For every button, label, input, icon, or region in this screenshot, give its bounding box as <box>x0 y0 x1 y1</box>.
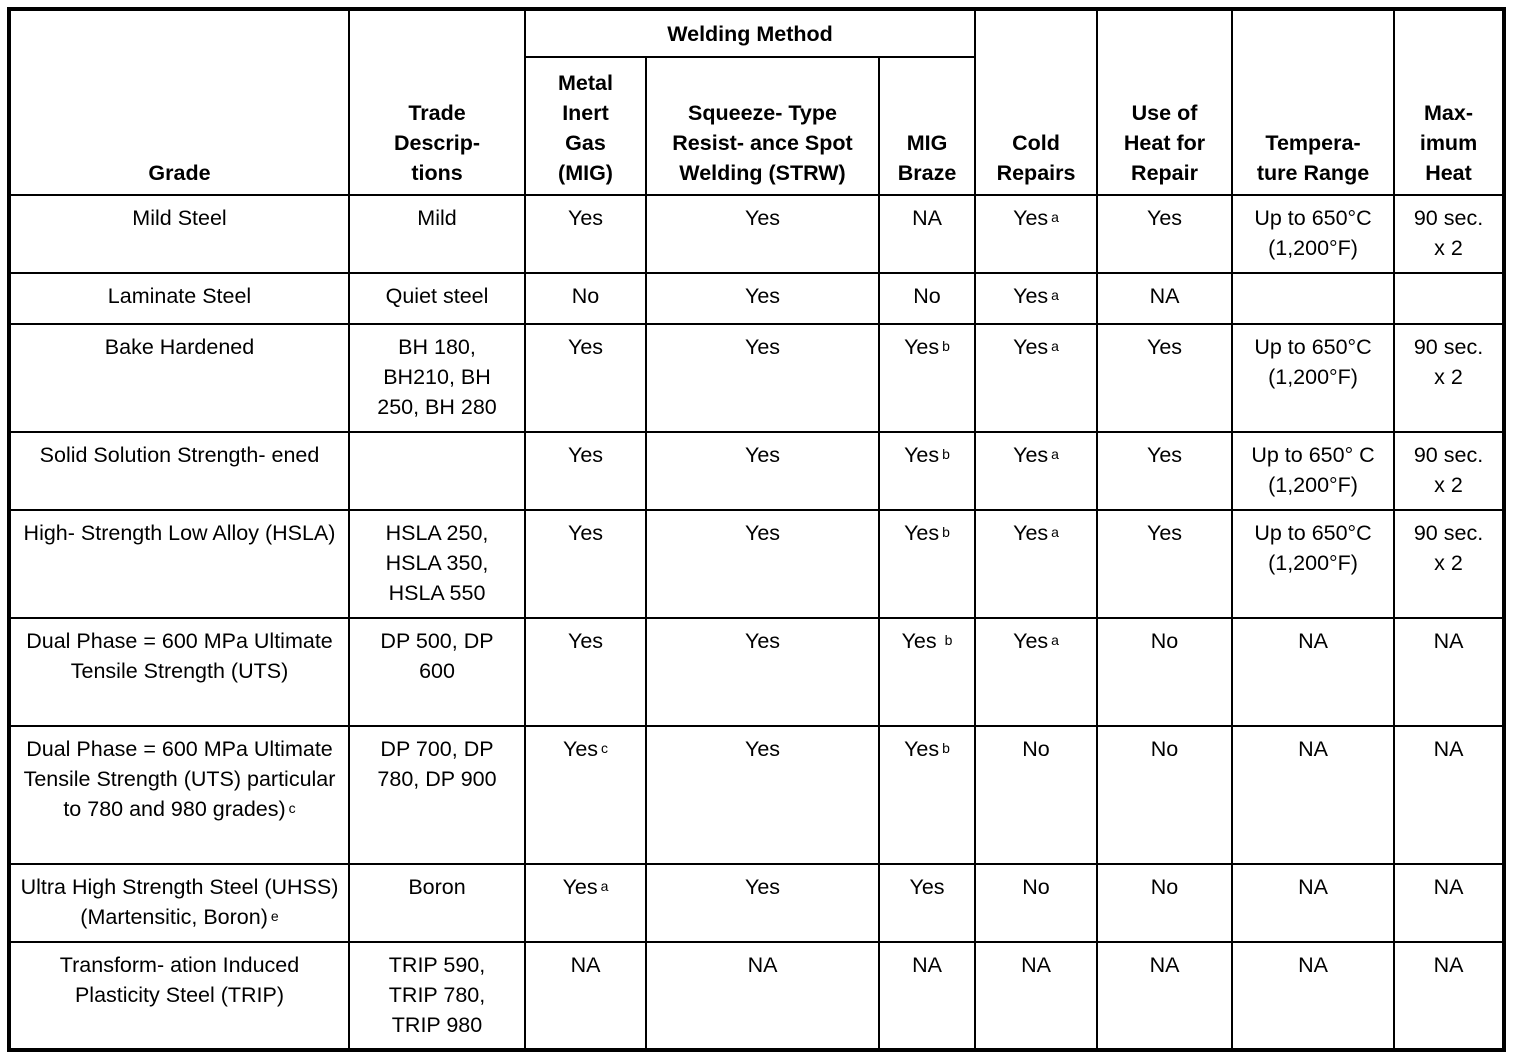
cell-cold-repairs: No <box>975 864 1097 942</box>
cell-use-of-heat: NA <box>1097 942 1232 1050</box>
cell-mig-braze: Yes $^b$ <box>879 618 975 726</box>
cell-strw: Yes <box>646 864 879 942</box>
cell-cold-repairs: Yes $^a$ <box>975 195 1097 273</box>
cell-grade: Bake Hardened <box>9 324 349 432</box>
cell-mig-braze: Yes $^b$ <box>879 510 975 618</box>
cell-maximum-heat <box>1394 273 1504 324</box>
cell-cold-repairs: NA <box>975 942 1097 1050</box>
table-row <box>9 273 1504 324</box>
cell-mig: No <box>525 273 646 324</box>
footnote-marker: a <box>1051 287 1059 303</box>
cell-maximum-heat: 90 sec. x 2 <box>1394 432 1504 510</box>
cell-cold-repairs: Yes $^a$ <box>975 618 1097 726</box>
cell-strw: Yes <box>646 273 879 324</box>
header-use-of-heat: Use of Heat for Repair <box>1097 9 1232 195</box>
table-row <box>9 195 1504 273</box>
cell-grade: Solid Solution Strength- ened <box>9 432 349 510</box>
cell-grade: High- Strength Low Alloy (HSLA) <box>9 510 349 618</box>
cell-mig: Yes $^c$ <box>525 726 646 864</box>
cell-trade-descriptions: Mild <box>349 195 525 273</box>
cell-mig-braze: NA <box>879 195 975 273</box>
table-row <box>9 324 1504 432</box>
header-mig: Metal Inert Gas (MIG) <box>525 57 646 195</box>
footnote-marker: c <box>288 800 296 816</box>
cell-cold-repairs: Yes $^a$ <box>975 432 1097 510</box>
footnote-marker: a <box>1051 446 1059 462</box>
table-row <box>9 864 1504 942</box>
cell-mig: Yes <box>525 432 646 510</box>
header-trade-descriptions: Trade Descrip- tions <box>349 9 525 195</box>
cell-use-of-heat: Yes <box>1097 324 1232 432</box>
cell-trade-descriptions: DP 700, DP 780, DP 900 <box>349 726 525 864</box>
cell-strw: Yes <box>646 510 879 618</box>
header-temperature-range: Tempera- ture Range <box>1232 9 1394 195</box>
cell-trade-descriptions: BH 180, BH210, BH 250, BH 280 <box>349 324 525 432</box>
cell-use-of-heat: No <box>1097 864 1232 942</box>
cell-trade-descriptions: Boron <box>349 864 525 942</box>
cell-strw: Yes <box>646 432 879 510</box>
cell-grade: Dual Phase = 600 MPa Ultimate Tensile Strength (UTS) particular to 780 and 980 grades) $^c$ <box>9 726 349 864</box>
cell-use-of-heat: No <box>1097 618 1232 726</box>
cell-cold-repairs: Yes $^a$ <box>975 510 1097 618</box>
table-row <box>9 510 1504 618</box>
footnote-marker: b <box>942 524 950 540</box>
cell-temperature-range: NA <box>1232 942 1394 1050</box>
footnote-marker: e <box>270 908 279 924</box>
cell-maximum-heat: NA <box>1394 618 1504 726</box>
footnote-marker: b <box>942 338 950 354</box>
cell-mig: Yes <box>525 324 646 432</box>
cell-maximum-heat: 90 sec. x 2 <box>1394 510 1504 618</box>
cell-trade-descriptions: HSLA 250, HSLA 350, HSLA 550 <box>349 510 525 618</box>
table-row <box>9 942 1504 1050</box>
cell-grade: Dual Phase = 600 MPa Ultimate Tensile Strength (UTS) <box>9 618 349 726</box>
cell-use-of-heat: NA <box>1097 273 1232 324</box>
cell-temperature-range: Up to 650°C (1,200°F) <box>1232 510 1394 618</box>
cell-grade: Ultra High Strength Steel (UHSS) (Martensitic, Boron) $^e$ <box>9 864 349 942</box>
cell-temperature-range: Up to 650°C (1,200°F) <box>1232 324 1394 432</box>
header-welding-method: Welding Method <box>525 9 975 57</box>
footnote-marker: a <box>600 878 609 894</box>
welding-methods-table <box>7 7 1506 1052</box>
cell-mig-braze: Yes <box>879 864 975 942</box>
cell-cold-repairs: Yes $^a$ <box>975 324 1097 432</box>
table-row <box>9 432 1504 510</box>
cell-mig: Yes $^a$ <box>525 864 646 942</box>
cell-strw: Yes <box>646 618 879 726</box>
cell-strw: Yes <box>646 726 879 864</box>
footnote-marker: a <box>1051 338 1059 354</box>
cell-maximum-heat: 90 sec. x 2 <box>1394 195 1504 273</box>
cell-mig-braze: Yes $^b$ <box>879 324 975 432</box>
cell-maximum-heat: 90 sec. x 2 <box>1394 324 1504 432</box>
cell-trade-descriptions <box>349 432 525 510</box>
cell-temperature-range: NA <box>1232 726 1394 864</box>
footnote-marker: b <box>944 632 953 648</box>
cell-trade-descriptions: Quiet steel <box>349 273 525 324</box>
table-row <box>9 618 1504 726</box>
cell-mig-braze: NA <box>879 942 975 1050</box>
cell-grade: Transform- ation Induced Plasticity Steel (TRIP) <box>9 942 349 1050</box>
cell-maximum-heat: NA <box>1394 942 1504 1050</box>
cell-mig-braze: No <box>879 273 975 324</box>
cell-use-of-heat: Yes <box>1097 432 1232 510</box>
footnote-marker: b <box>942 446 950 462</box>
cell-trade-descriptions: TRIP 590, TRIP 780, TRIP 980 <box>349 942 525 1050</box>
cell-cold-repairs: Yes $^a$ <box>975 273 1097 324</box>
cell-maximum-heat: NA <box>1394 726 1504 864</box>
footnote-marker: a <box>1051 209 1059 225</box>
cell-strw: Yes <box>646 195 879 273</box>
cell-use-of-heat: Yes <box>1097 195 1232 273</box>
header-grade: Grade <box>9 9 349 195</box>
header-strw: Squeeze- Type Resist- ance Spot Welding (STRW) <box>646 57 879 195</box>
cell-grade: Laminate Steel <box>9 273 349 324</box>
cell-mig-braze: Yes $^b$ <box>879 432 975 510</box>
header-maximum-heat: Max- imum Heat <box>1394 9 1504 195</box>
cell-trade-descriptions: DP 500, DP 600 <box>349 618 525 726</box>
header-cold-repairs: Cold Repairs <box>975 9 1097 195</box>
cell-strw: NA <box>646 942 879 1050</box>
cell-mig: Yes <box>525 510 646 618</box>
cell-mig: NA <box>525 942 646 1050</box>
cell-use-of-heat: No <box>1097 726 1232 864</box>
cell-temperature-range <box>1232 273 1394 324</box>
cell-mig: Yes <box>525 195 646 273</box>
footnote-marker: a <box>1051 524 1059 540</box>
cell-temperature-range: NA <box>1232 618 1394 726</box>
cell-temperature-range: NA <box>1232 864 1394 942</box>
footnote-marker: a <box>1051 632 1059 648</box>
cell-use-of-heat: Yes <box>1097 510 1232 618</box>
cell-temperature-range: Up to 650° C (1,200°F) <box>1232 432 1394 510</box>
cell-temperature-range: Up to 650°C (1,200°F) <box>1232 195 1394 273</box>
cell-mig: Yes <box>525 618 646 726</box>
cell-grade: Mild Steel <box>9 195 349 273</box>
header-mig-braze: MIG Braze <box>879 57 975 195</box>
table-row <box>9 726 1504 864</box>
cell-strw: Yes <box>646 324 879 432</box>
footnote-marker: b <box>942 740 950 756</box>
cell-mig-braze: Yes $^b$ <box>879 726 975 864</box>
cell-cold-repairs: No <box>975 726 1097 864</box>
cell-maximum-heat: NA <box>1394 864 1504 942</box>
footnote-marker: c <box>601 740 609 756</box>
